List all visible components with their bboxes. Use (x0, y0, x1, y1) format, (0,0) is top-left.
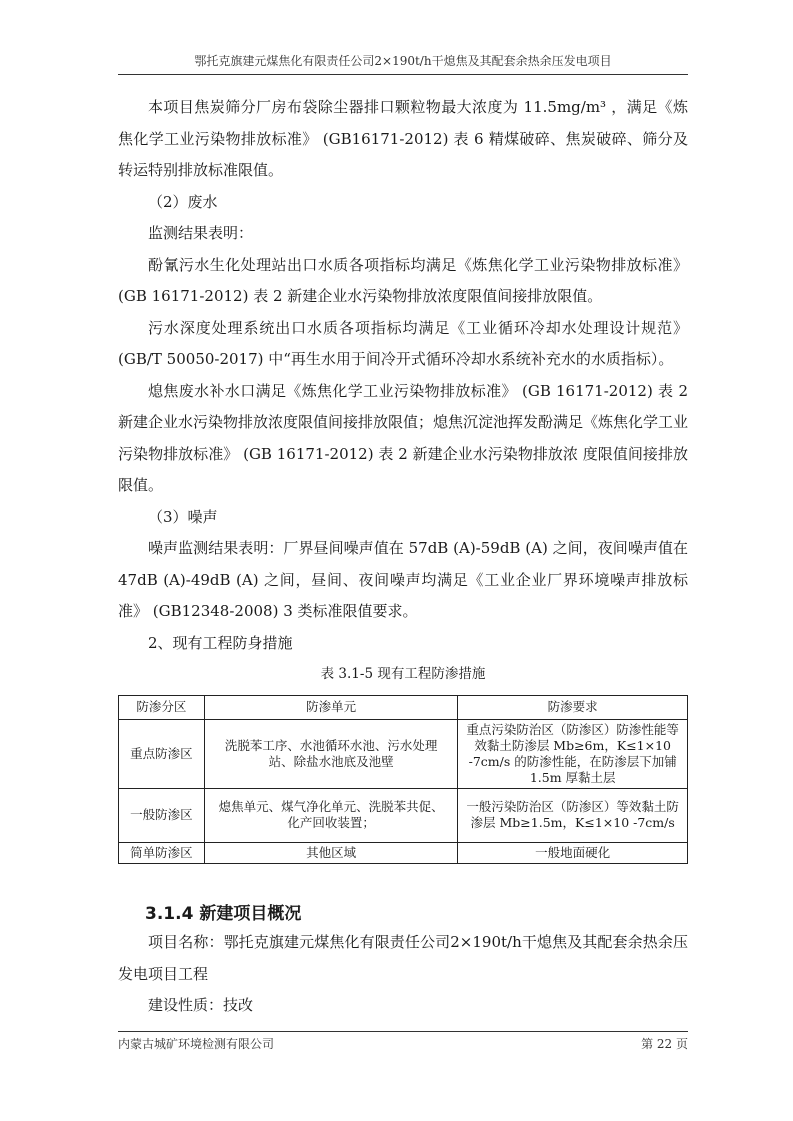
table-header-cell: 防渗要求 (458, 695, 688, 719)
paragraph-deep-treatment: 污水深度处理系统出口水质各项指标均满足《工业循环冷却水处理设计规范》 (GB/T 50050-2017) 中“再生水用于间冷开式循环冷却水系统补充水的水质指标）。 (118, 318, 688, 368)
table-row (119, 719, 688, 788)
footer-company: 内蒙古城矿环境检测有限公司 (118, 1037, 275, 1051)
table-cell: 洗脱苯工序、水池循环水池、污水处理站、除盐水池底及池壁 (204, 719, 458, 788)
seepage-table (118, 695, 688, 864)
table-cell: 一般防渗区 (119, 788, 205, 842)
main-content (118, 92, 688, 864)
page-footer (118, 1031, 688, 1054)
subheading-noise: （3）噪声 (148, 507, 218, 526)
page-header (118, 52, 688, 75)
section-content (118, 927, 688, 1022)
table-cell: 简单防渗区 (119, 842, 205, 863)
section-heading: 3.1.4 新建项目概况 (145, 904, 302, 924)
table-cell: 一般污染防治区（防渗区）等效黏土防渗层 Mb≥1.5m，K≤1×10 -7cm/s (458, 788, 688, 842)
paragraph-monitoring-intro: 监测结果表明： (148, 224, 254, 242)
footer-page-number: 第 22 页 (641, 1037, 688, 1051)
table-cell: 其他区域 (204, 842, 458, 863)
table-row (119, 788, 688, 842)
table-cell: 熄焦单元、煤气净化单元、洗脱苯共促、化产回收装置； (204, 788, 458, 842)
table-cell: 重点污染防治区（防渗区）防渗性能等效黏土防渗层 Mb≥6m，K≤1×10 -7cm/s 的防渗性能，在防渗层下加铺 1.5m 厚黏土层 (458, 719, 688, 788)
subheading-wastewater: （2）废水 (148, 192, 218, 211)
header-title: 鄂托克旗建元煤焦化有限责任公司2×190t/h干熄焦及其配套余热余压发电项目 (194, 54, 612, 68)
paragraph-project-name: 项目名称：鄂托克旗建元煤焦化有限责任公司2×190t/h干熄焦及其配套余热余压发电项目工程 (118, 933, 688, 983)
paragraph-phenol-cyanide: 酚氰污水生化处理站出口水质各项指标均满足《炼焦化学工业污染物排放标准》 (GB 16171-2012) 表 2 新建企业水污染物排放浓度限值间接排放限值。 (118, 255, 688, 305)
paragraph-construction-nature: 建设性质：技改 (148, 996, 254, 1014)
paragraph-quench-water: 熄焦废水补水口满足《炼焦化学工业污染物排放标准》 (GB 16171-2012) 表 2 新建企业水污染物排放浓度限值间接排放限值；熄焦沉淀池挥发酚满足《炼焦化学工业污染物排放标准》 (GB 16171-2012) 表 2 新建企业水污染物排放浓 度限值间接排放限值。 (118, 381, 689, 494)
table-header-cell: 防渗单元 (204, 695, 458, 719)
table-cell: 一般地面硬化 (458, 842, 688, 863)
table-cell: 重点防渗区 (119, 719, 205, 788)
paragraph-noise: 噪声监测结果表明：厂界昼间噪声值在 57dB (A)-59dB (A) 之间，夜间噪声值在 47dB (A)-49dB (A) 之间，昼间、夜间噪声均满足《工业企业厂界环境噪声排放标准》 (GB12348-2008) 3 类标准限值要求。 (118, 539, 688, 620)
table-header-cell: 防渗分区 (119, 695, 205, 719)
table-header-row (119, 695, 688, 719)
table-row (119, 842, 688, 863)
item-seepage-measures: 2、现有工程防身措施 (148, 633, 293, 652)
table-caption: 表 3.1-5 现有工程防渗措施 (320, 666, 486, 682)
paragraph-dust: 本项目焦炭筛分厂房布袋除尘器排口颗粒物最大浓度为 11.5mg/m³ ，满足《炼焦化学工业污染物排放标准》 (GB16171-2012) 表 6 精煤破碎、焦炭破碎、筛分及转运特别排放标准限值。 (118, 98, 688, 179)
